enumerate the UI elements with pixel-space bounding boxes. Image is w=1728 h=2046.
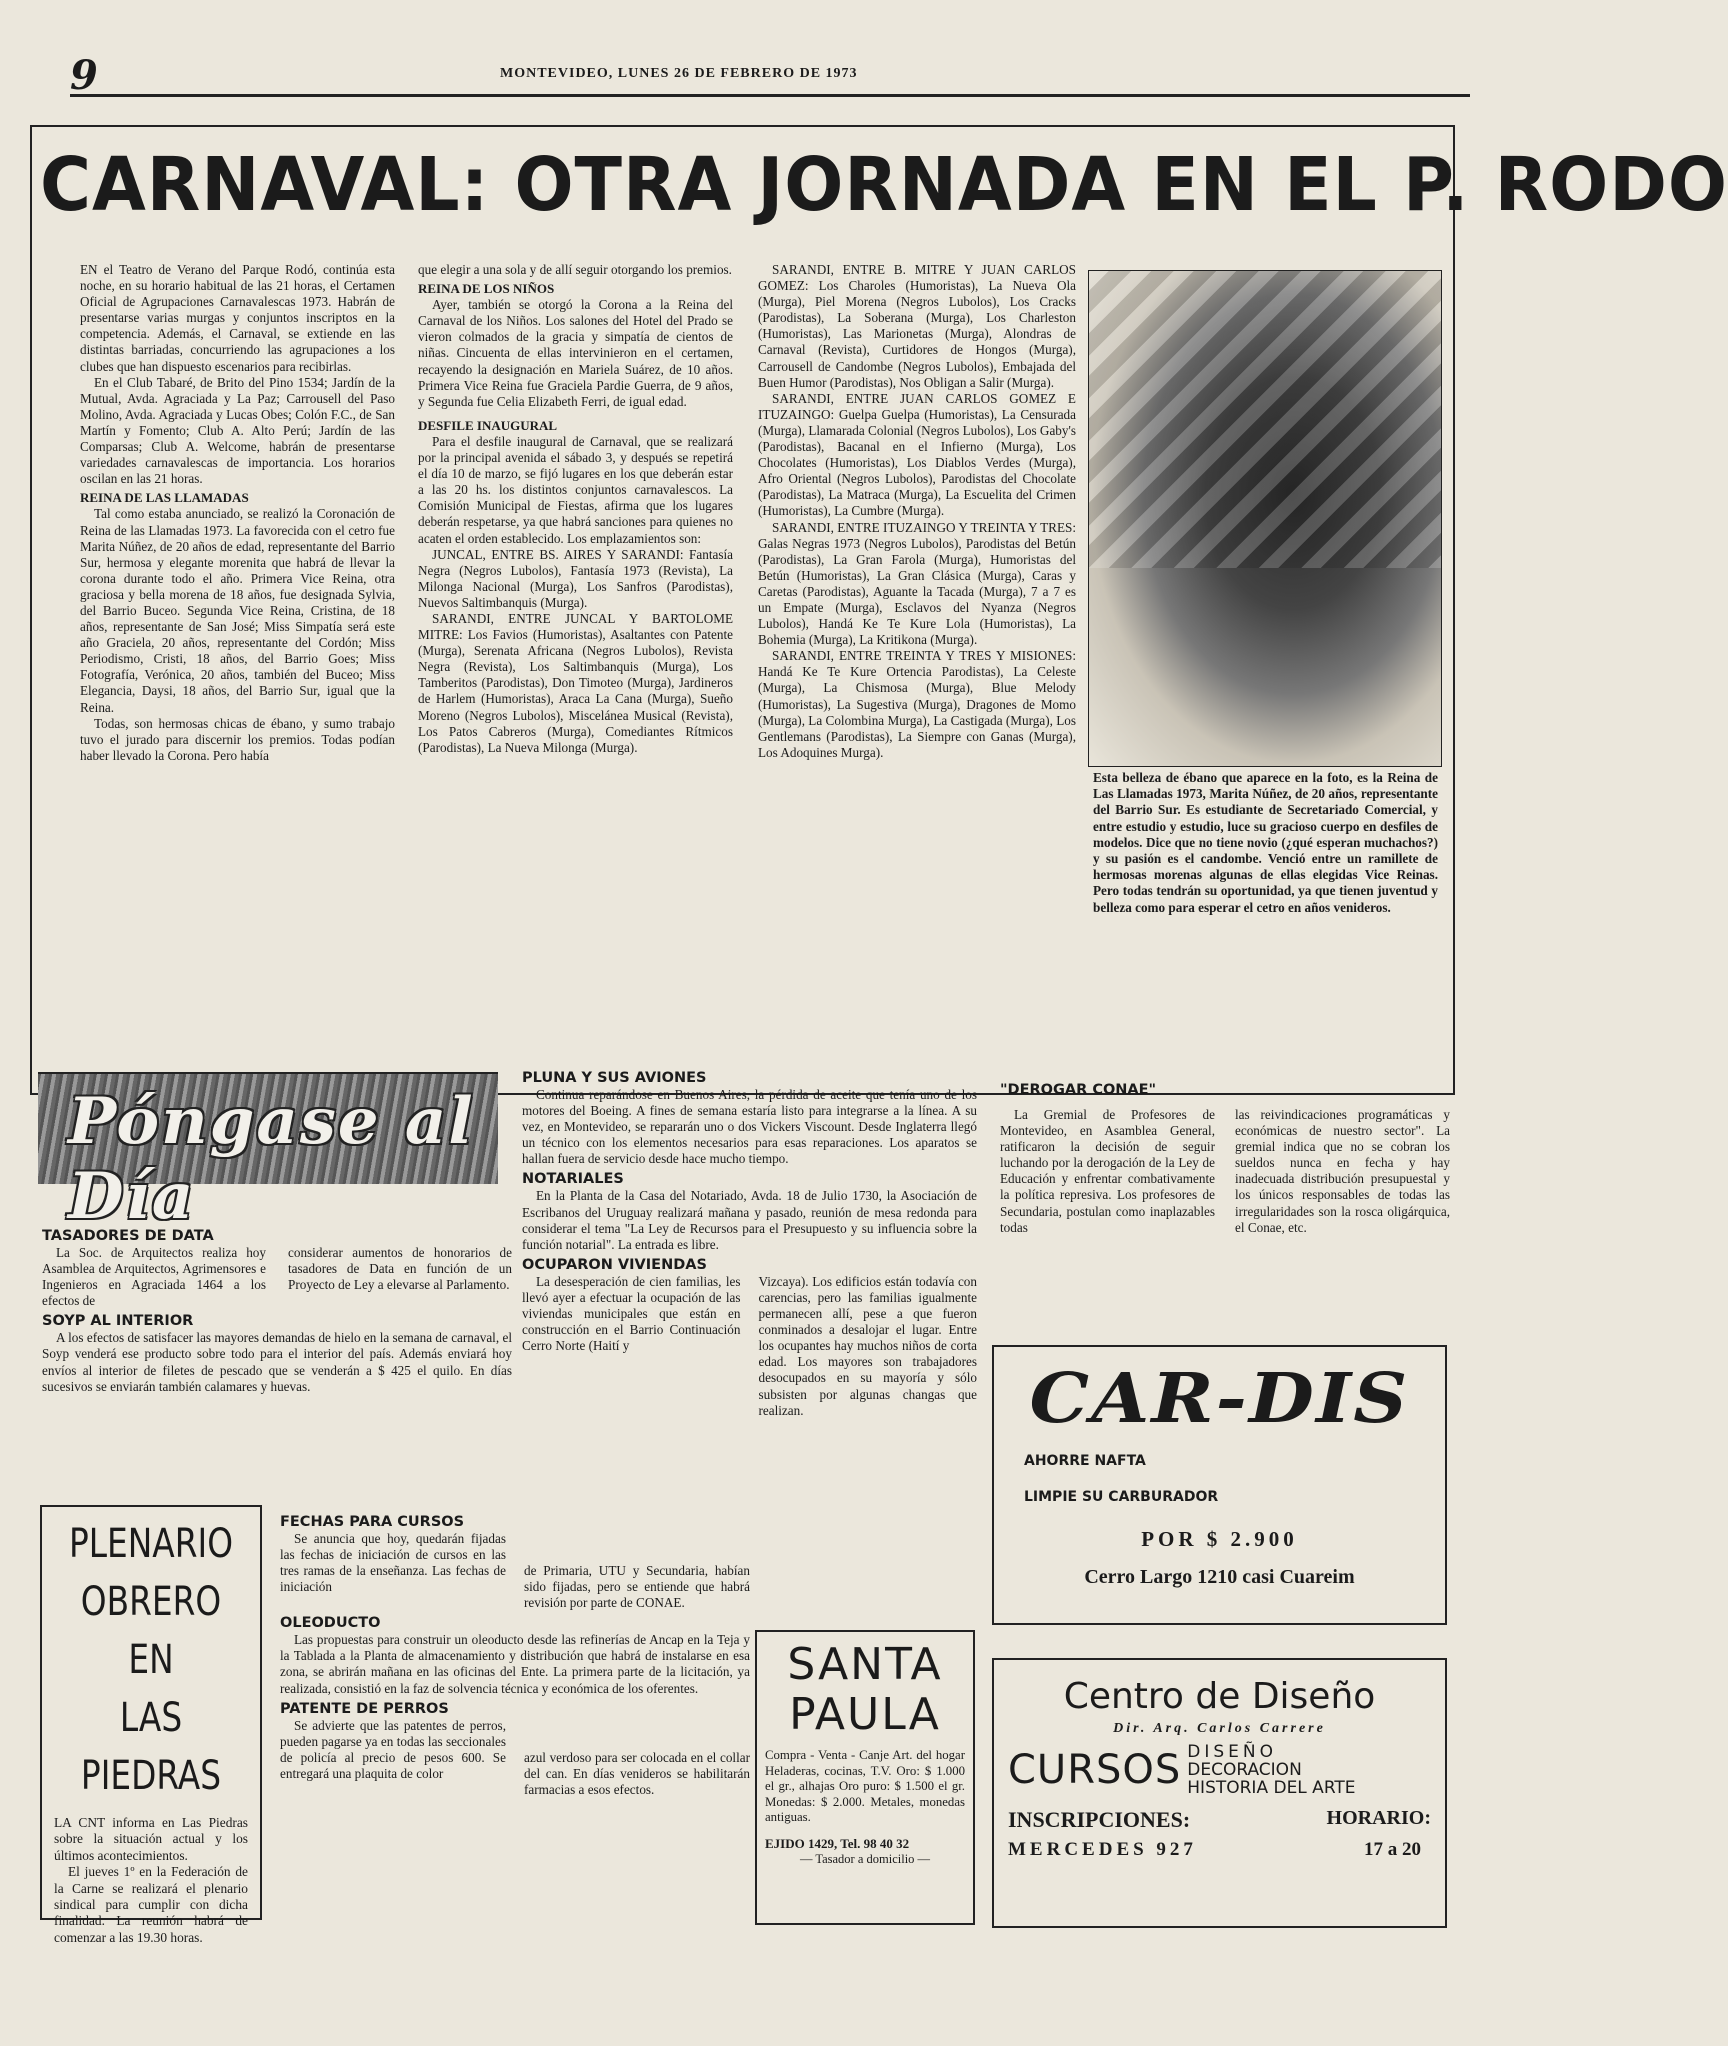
article-paragraph: Vizcaya). Los edificios están todavía con carencias, pero las familias igualmente permanecen allí, pese a que fueron conminados a desalojar el lugar. Entre los ocupantes hay muchos niños de corta edad. Los mayores son trabajadores desocupados en su mayoría y sólo subsisten por algunas changas que realizan. xyxy=(758,1273,977,1418)
article-paragraph: las reivindicaciones programáticas y económicas de nuestro sector". La gremial indica que no se cobran los sueldos nunca en fecha y hay inadecuada distribución presupuestal y los únicos responsables de todas las irregularidades son la rosca oligárquica, el Conae, etc. xyxy=(1235,1107,1450,1235)
cardis-address: Cerro Largo 1210 casi Cuareim xyxy=(1084,1566,1355,1588)
perros-body xyxy=(280,1718,750,1798)
plenario-box xyxy=(40,1505,262,1945)
fechas-title: FECHAS PARA CURSOS xyxy=(280,1514,465,1530)
plenario-title-line: OBRERO EN xyxy=(80,1579,222,1683)
article-paragraph: azul verdoso para ser colocada en el collar del can. En días venideros se habilitarán farmacias a esos efectos. xyxy=(524,1749,750,1797)
derogar-body xyxy=(1000,1107,1450,1236)
subheading-reina-ninos: REINA DE LOS NIÑOS xyxy=(418,281,555,297)
cardis-title: CAR-DIS xyxy=(1029,1359,1410,1439)
article-paragraph: considerar aumentos de honorarios de tasadores de Data en función de un Proyecto de Ley a elevarse al Parlamento. xyxy=(288,1245,512,1293)
cardis-line2: LIMPIE SU CARBURADOR xyxy=(1024,1489,1219,1505)
centro-diseno-cursos: CURSOS xyxy=(1008,1747,1182,1793)
cardis-price: POR $ 2.900 xyxy=(1141,1527,1298,1551)
queen-photo xyxy=(1088,270,1442,767)
article-paragraph: EN el Teatro de Verano del Parque Rodó, continúa esta noche, en su horario habitual de las 21 horas, el Certamen Oficial de Agrupaciones Carnavalescas 1973. Habrán de presentarse varias murgas y conjuntos inscriptos en la competencia. Además, el Carnaval, se extiende en las distintas barriadas, concurriendo las agrupaciones a los clubes que han dispuesto escenarios para recibirlas. xyxy=(80,262,395,374)
article-paragraph: Continua reparándose en Buenos Aires, la pérdida de aceite que tenía uno de los motores del Boeing. A fines de semana estaría listo para integrarse a la línea. A su vez, en Montevideo, se repararán uno o dos Vickers Viscount. Desde Inglaterra llegó un técnico con los elementos necesarios para esas reparaciones. Los aparatos se hallan fuera de servicio desde hace mucho tiempo. xyxy=(522,1087,977,1167)
santa-paula-footer: — Tasador a domicilio — xyxy=(799,1851,931,1866)
fechas-body xyxy=(280,1531,750,1611)
article-paragraph: SARANDI, ENTRE JUAN CARLOS GOMEZ E ITUZAINGO: Guelpa Guelpa (Humoristas), La Censurada (Murga), Llamarada Colonial (Negros Lubolos), Los Gaby's (Parodistas), Bacanal en el Infierno (Murga), Los Chocolates (Humoristas), Los Diablos Verdes (Murga), Afro Oriental (Negros Lubolos), Parodistas del Chocolate (Parodistas), La Matraca (Murga), La Escuelita del Crimen (Humoristas), La Cumbre (Murga). xyxy=(758,390,1076,519)
article-paragraph: Para el desfile inaugural de Carnaval, que se realizará por la principal avenida el sábado 3, y después se repetirá el día 10 de marzo, se fijó lugares en los que deberán estar a las 20 hs. los distintos conjuntos carnavalescos. La Comisión Municipal de Fiestas, afirma que los lugares deberán respetarse, ya que habrá sanciones para quienes no acaten el orden establecido. Los emplazamientos son: xyxy=(418,433,733,546)
plenario-title xyxy=(42,1507,260,1805)
centro-diseno-course-list xyxy=(1187,1743,1355,1797)
plenario-title-line: PLENARIO xyxy=(68,1521,234,1567)
main-headline: CARNAVAL: OTRA JORNADA EN EL P. RODO xyxy=(40,142,1728,228)
course-line: DECORACION xyxy=(1187,1760,1302,1780)
article-paragraph: de Primaria, UTU y Secundaria, habían sido fijadas, pero se entiende que habrá revisión por parte de CONAE. xyxy=(524,1563,750,1611)
centro-diseno-address: MERCEDES 927 xyxy=(1008,1839,1197,1860)
pluna-title: PLUNA Y SUS AVIONES xyxy=(522,1070,707,1086)
photo-caption: Esta belleza de ébano que aparece en la foto, es la Reina de Las Llamadas 1973, Marita Núñez, de 20 años, representante del Barrio Sur. Es estudiante de Secretariado Comercial, y entre estudio y estudio, luce su gracioso cuerpo en desfiles de modelos. Dice que no tiene novio (¿qué esperan muchachos?) y su pasión es el candombe. Venció entre un ramillete de hermosas morenas algunas de ellas elegidas Vice Reinas. Pero todas tendrán su oportunidad, ya que tienen juventud y belleza como para esperar el cetro en años venideros. xyxy=(1093,770,1438,915)
soyp-title: SOYP AL INTERIOR xyxy=(42,1313,194,1330)
ocuparon-body xyxy=(522,1274,977,1419)
subheading-reina-llamadas: REINA DE LAS LLAMADAS xyxy=(80,490,249,506)
centro-diseno-title: Centro de Diseño xyxy=(1063,1676,1376,1717)
article-paragraph: SARANDI, ENTRE B. MITRE Y JUAN CARLOS GOMEZ: Los Charoles (Humoristas), La Nueva Ola (Murga), Piel Morena (Negros Lubolos), Los Cracks (Parodistas), La Soberana (Murga), Los Charleston (Humoristas), Las Marionetas (Murga), Alondras de Carnaval (Revista), Curtidores de Hongos (Murga), Carrousell de Candombe (Negros Lubolos), Embajada del Buen Humor (Parodistas), Nos Obligan a Salir (Murga). xyxy=(758,262,1076,390)
santa-paula-address: EJIDO 1429, Tel. 98 40 32 xyxy=(765,1835,910,1851)
pongase-column-1 xyxy=(42,1224,512,1395)
article-paragraph: LA CNT informa en Las Piedras sobre la situación actual y los últimos acontecimientos. xyxy=(54,1815,248,1863)
article-column-1 xyxy=(80,262,395,764)
photo-texture xyxy=(1089,271,1441,568)
pongase-column-3 xyxy=(280,1510,750,1798)
dateline: MONTEVIDEO, LUNES 26 DE FEBRERO DE 1973 xyxy=(500,66,858,81)
perros-title: PATENTE DE PERROS xyxy=(280,1700,449,1717)
cardis-ad xyxy=(992,1345,1447,1625)
ocuparon-title: OCUPARON VIVIENDAS xyxy=(522,1256,707,1273)
page-number: 9 xyxy=(70,52,98,99)
article-paragraph: A los efectos de satisfacer las mayores demandas de hielo en la semana de carnaval, el Soyp venderá ese producto sobre todo para el interior del país. Además enviará hoy envíos al interior de filetes de pescado que se venderán a $ 425 el quilo. En días sucesivos se enviarán también calamares y huevas. xyxy=(42,1330,512,1394)
article-paragraph: Todas, son hermosas chicas de ébano, y sumo trabajo tuvo el jurado para discernir los premios. Todas podían haber llevado la Corona. Pero había xyxy=(80,715,395,763)
pongase-column-2 xyxy=(522,1066,977,1419)
article-paragraph: Se anuncia que hoy, quedarán fijadas las fechas de iniciación de cursos en las tres ramas de la enseñanza. Las fechas de iniciación xyxy=(280,1531,506,1595)
subheading-desfile: DESFILE INAUGURAL xyxy=(418,417,558,433)
horario-label: HORARIO: xyxy=(1326,1807,1431,1829)
derogar-title: "DEROGAR CONAE" xyxy=(1000,1082,1157,1098)
article-paragraph: SARANDI, ENTRE ITUZAINGO Y TREINTA Y TRES: Galas Negras 1973 (Negros Lubolos), Parodistas del Betún (Parodistas), La Gran Farola (Murga), Humoristas del Betún (Humoristas), La Gran Clásica (Murga), Caras y Caretas (Parodistas), Aguante la Tacada (Murga), 7 a 7 es un Empate (Murga), Esclavos del Nyanza (Negros Lubolos), Handá Ke Te Kure Lola (Humoristas), La Bohemia (Murga), La Kritikona (Murga). xyxy=(758,519,1076,648)
article-paragraph: La Gremial de Profesores de Montevideo, en Asamblea General, ratificaron la decisión de seguir luchando por la derogación de la Ley de Educación y enfrentar combativamente la política represiva. Los profesores de Secundaria, postulan como inaplazables todas xyxy=(1000,1107,1215,1235)
santa-paula-title: PAULA xyxy=(789,1689,941,1740)
article-paragraph: Se advierte que las patentes de perros, pueden pagarse ya en todas las seccionales de policía al precio de pesos 600. Se entregará una plaquita de color xyxy=(280,1717,506,1781)
article-paragraph: Ayer, también se otorgó la Corona a la Reina del Carnaval de los Niños. Los salones del Hotel del Prado se vieron colmados de la gracia y simpatía de cientos de niñas. Cincuenta de ellas intervinieron en el certamen, recayendo la designación en Mariela Suárez, de 10 años. Primera Vice Reina fue Graciela Pardie Guerra, de 9 años, y Segunda fue Celia Elizabeth Ferri, de igual edad. xyxy=(418,297,733,409)
article-column-2 xyxy=(418,262,733,756)
derogar-column xyxy=(1000,1078,1450,1236)
article-paragraph: Las propuestas para construir un oleoducto desde las refinerías de Ancap en la Teja y la Tablada a la Planta de almacenamiento y distribución que habrá de instalarse en esa zona, se abrirán mañana en las oficinas del Ente. La primera parte de la licitación, ya realizada, consistió en la faz de solvencia técnica y económica de los oferentes. xyxy=(280,1632,750,1696)
header-rule xyxy=(70,94,1470,97)
centro-diseno-values xyxy=(1008,1839,1431,1861)
cardis-line1: AHORRE NAFTA xyxy=(1024,1453,1146,1469)
notariales-title: NOTARIALES xyxy=(522,1171,624,1188)
inscripciones-label: INSCRIPCIONES: xyxy=(1008,1807,1191,1832)
course-line: DISEÑO xyxy=(1187,1742,1277,1762)
article-paragraph: En la Planta de la Casa del Notariado, Avda. 18 de Julio 1730, la Asociación de Escribanos del Uruguay realizará mañana y pasado, reunión de mesa redonda para considerar el tema "La Ley de Recursos para el Presupuesto y su influencia sobre la función notarial". La entrada es libre. xyxy=(522,1188,977,1252)
article-paragraph: La Soc. de Arquitectos realiza hoy Asamblea de Arquitectos, Agrimensores e Ingenieros en Agraciada 1464 a los efectos de xyxy=(42,1245,266,1309)
santa-paula-title: SANTA xyxy=(787,1639,943,1690)
article-paragraph: El jueves 1º en la Federación de la Carne se realizará el plenario sindical para cumplir con dicha finalidad. La reunión habrá de comenzar a las 19.30 horas. xyxy=(54,1864,248,1945)
plenario-title-line: LAS PIEDRAS xyxy=(80,1695,222,1799)
article-paragraph: que elegir a una sola y de allí seguir otorgando los premios. xyxy=(418,262,732,277)
centro-diseno-ad xyxy=(992,1658,1447,1928)
course-line: HISTORIA DEL ARTE xyxy=(1187,1778,1356,1798)
tasadores-body xyxy=(42,1245,512,1309)
article-paragraph: En el Club Tabaré, de Brito del Pino 1534; Jardín de la Mutual, Avda. Agraciada y La Paz; Carrousell del Paso Molino, Avda. Agraciada y Lucas Obes; Colón F.C., de San Martín y Fomento; Club A. Alto Perú; Jardín de las Comparsas; Club A. Welcome, habrán de presentarse variedades carnavalescas de importancia. Los horarios oscilan en las 21 horas. xyxy=(80,374,395,487)
centro-diseno-director: Dir. Arq. Carlos Carrere xyxy=(1113,1721,1326,1736)
pongase-banner-text: Póngase al Día xyxy=(68,1084,475,1234)
centro-diseno-hours: 17 a 20 xyxy=(1364,1839,1421,1860)
santa-paula-ad xyxy=(755,1630,975,1925)
article-paragraph: SARANDI, ENTRE TREINTA Y TRES Y MISIONES: Handá Ke Te Kure Ortencia Parodistas), La Celeste (Murga), La Chismosa (Murga), Blue Melody (Humoristas), La Sugestiva (Murga), Dragones de Momo (Murga), La Colombina Murga), La Castigada (Murga), Los Gentlemans (Parodistas), La Siempre con Ganas (Murga), Los Adoquines Murga). xyxy=(758,648,1076,760)
oleoducto-title: OLEODUCTO xyxy=(280,1615,381,1632)
tasadores-title: TASADORES DE DATA xyxy=(42,1228,214,1244)
pongase-banner xyxy=(38,1072,498,1234)
article-paragraph: JUNCAL, ENTRE BS. AIRES Y SARANDI: Fantasía Negra (Negros Lubolos), Fantasía 1973 (Revista), La Milonga Nacional (Murga), Los Sanfros (Parodistas), Nuevos Saltimbanquis (Murga). xyxy=(418,546,733,610)
article-paragraph: SARANDI, ENTRE JUNCAL Y BARTOLOME MITRE: Los Favios (Humoristas), Asaltantes con Patente (Murga), Serenata Africana (Negros Lubolos), Revista Negra (Revista), Los Saltimbanquis (Murga), Los Tamberitos (Parodistas), Don Timoteo (Murga), Jardineros de Harlem (Humoristas), Araca La Cana (Murga), Sueño Moreno (Negros Lubolos), Miscelánea Musical (Revista), Los Patos Cabreros (Murga), Comediantes Rítmicos (Parodistas), La Nueva Milonga (Murga). xyxy=(418,610,733,755)
santa-paula-body: Compra - Venta - Canje Art. del hogar Heladeras, cocinas, T.V. Oro: $ 1.000 el gr., alhajas Oro puro: $ 1.500 el gr. Monedas: $ 2.000. Metales, monedas antiguas. xyxy=(765,1748,965,1825)
article-column-3 xyxy=(758,262,1076,761)
article-paragraph: Tal como estaba anunciado, se realizó la Coronación de Reina de las Llamadas 1973. La favorecida con el cetro fue Marita Núñez, de 20 años de edad, representante del Barrio Sur, hermosa y elegante morenita que habrá de llevar la corona durante todo el año. Primera Vice Reina, otra graciosa y bella morena de 18 años, fue designada Sylvia, del Barrio Buceo. Segunda Vice Reina, Cristina, de 18 años, representante de San José; Miss Simpatía será este año Graciela, 20 años, representante del Cordón; Miss Periodismo, Cristi, 18 años, del Barrio Goes; Miss Fotografía, Verónica, 20 años, también del Buceo; Miss Elegancia, Daysi, 18 años, del Barrio Sur, igual que la Reina. xyxy=(80,506,395,715)
plenario-body xyxy=(42,1805,260,1946)
article-paragraph: La desesperación de cien familias, les llevó ayer a efectuar la ocupación de las viviendas municipales que están en construcción en el Barrio Continuación Cerro Norte (Haití y xyxy=(522,1273,741,1354)
centro-diseno-labels xyxy=(1008,1807,1431,1833)
centro-diseno-cursos-row xyxy=(1008,1743,1431,1797)
